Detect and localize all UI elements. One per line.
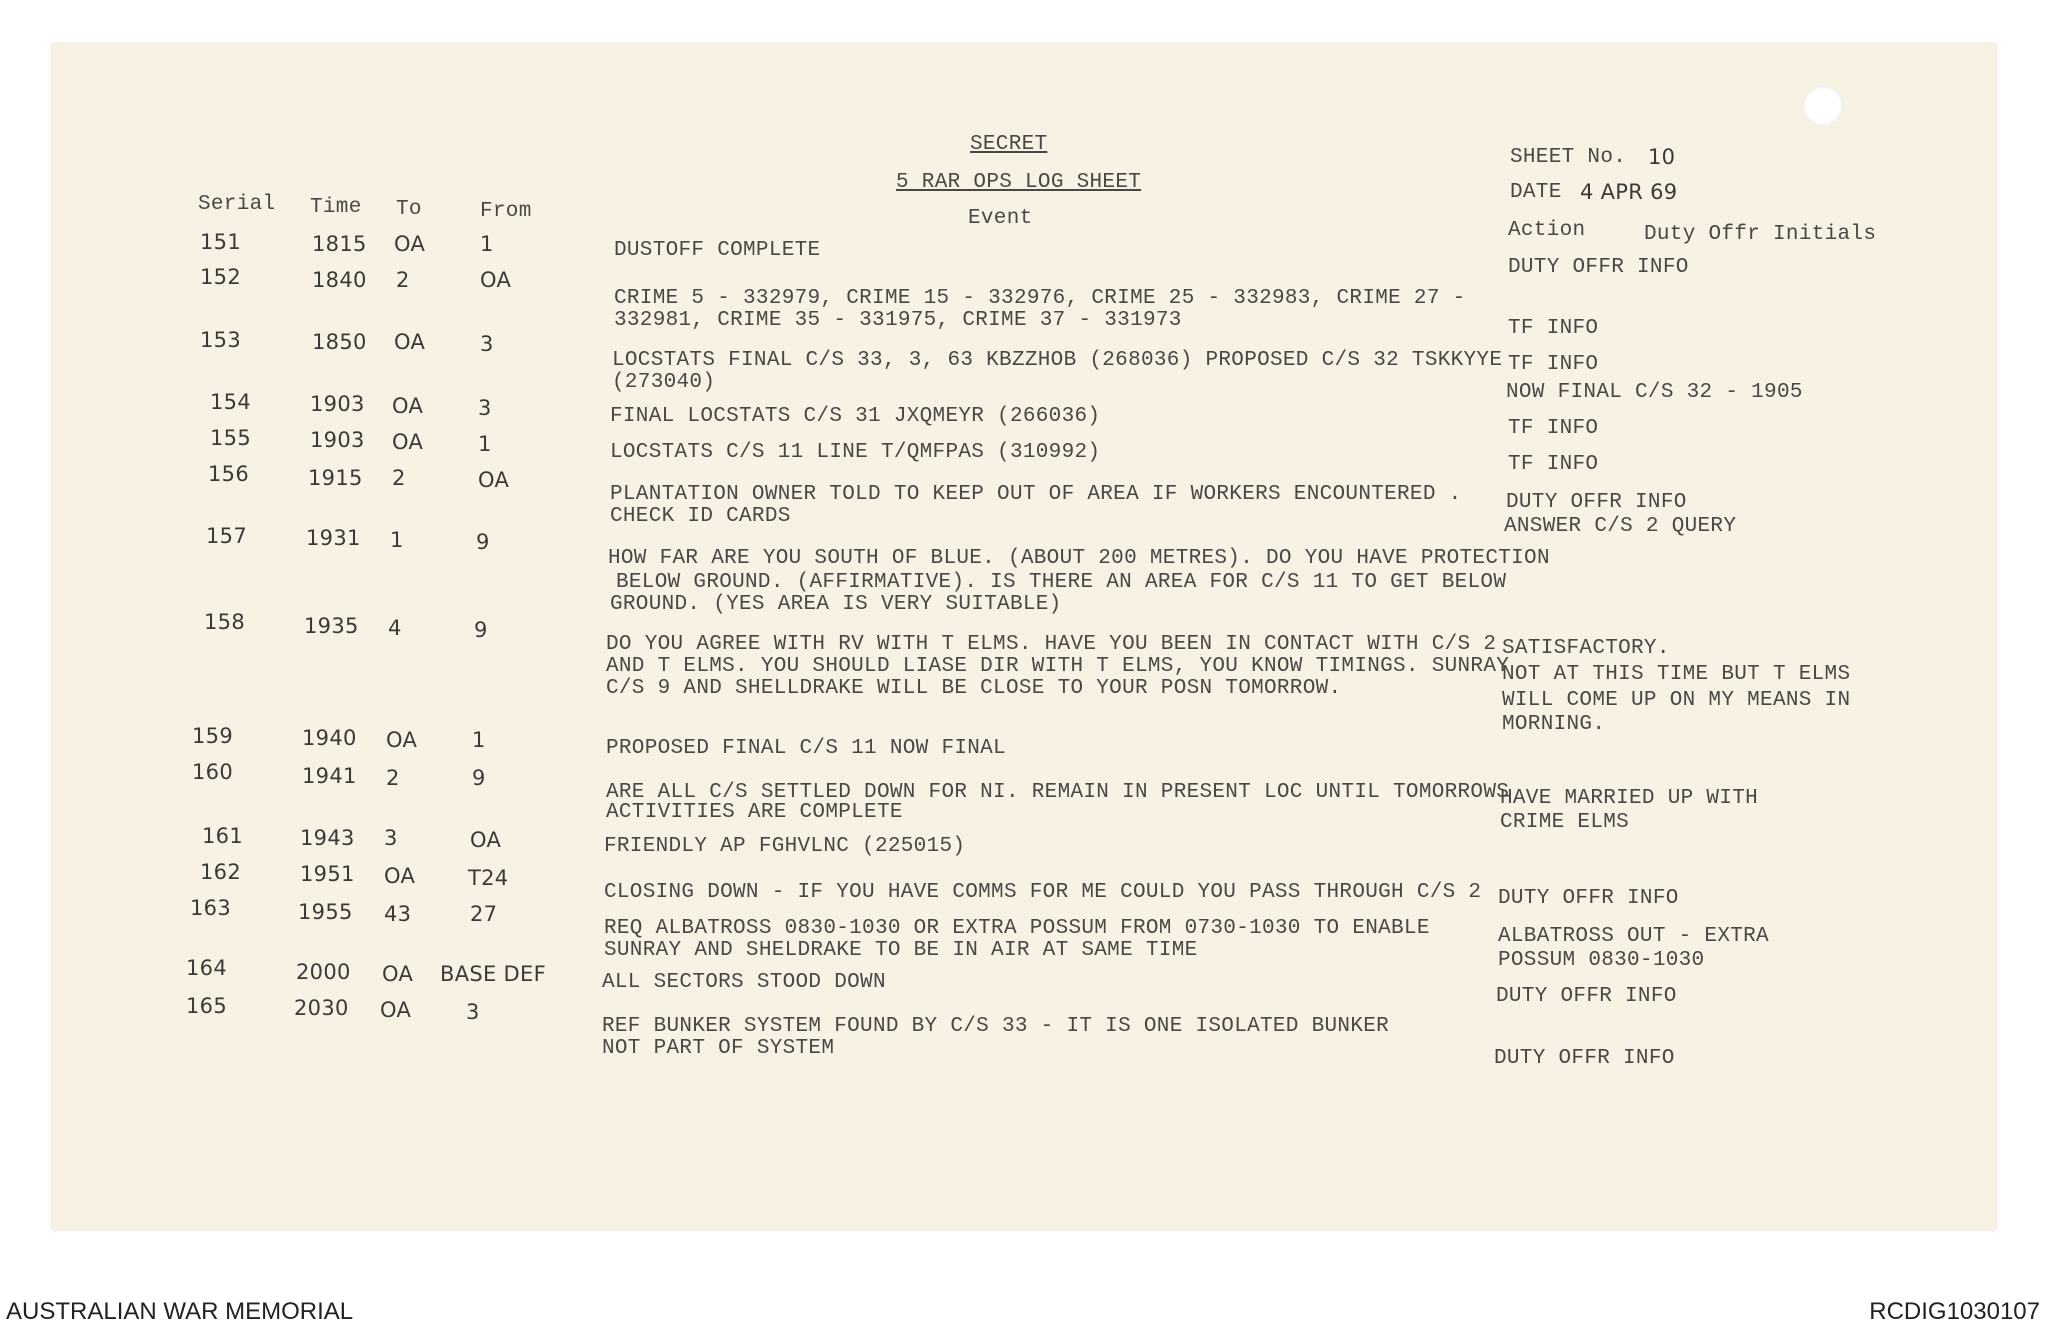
- row-159-time: 1940: [302, 726, 357, 750]
- duty-offr-initials-header: Duty Offr Initials: [1644, 223, 1877, 246]
- row-152-event-line-1: CRIME 5 - 332979, CRIME 15 - 332976, CRIME 25 - 332983, CRIME 27 -: [614, 287, 1466, 310]
- row-157-event-line-1: HOW FAR ARE YOU SOUTH OF BLUE. (ABOUT 200 METRES). DO YOU HAVE PROTECTION: [608, 547, 1550, 570]
- row-155-time: 1903: [310, 428, 365, 452]
- row-160-from: 9: [472, 766, 486, 790]
- row-155-action-line-1: TF INFO: [1508, 417, 1599, 440]
- row-161-to: 3: [384, 826, 398, 850]
- row-154-serial: 154: [210, 390, 251, 414]
- row-161-serial: 161: [202, 824, 243, 848]
- row-157-serial: 157: [206, 524, 247, 548]
- time-column-header: Time: [310, 196, 362, 219]
- row-165-time: 2030: [294, 996, 349, 1020]
- serial-column-header: Serial: [198, 193, 276, 216]
- row-161-time: 1943: [300, 826, 355, 850]
- row-157-action-line-2: ANSWER C/S 2 QUERY: [1504, 515, 1737, 538]
- row-151-event-line-1: DUSTOFF COMPLETE: [614, 239, 821, 262]
- row-165-from: 3: [466, 1000, 480, 1024]
- row-154-event-line-1: FINAL LOCSTATS C/S 31 JXQMEYR (266036): [610, 405, 1101, 428]
- row-164-from: BASE DEF: [440, 962, 546, 986]
- row-154-action-line-2: NOW FINAL C/S 32 - 1905: [1506, 381, 1803, 404]
- row-163-to: 43: [384, 902, 412, 926]
- row-151-from: 1: [480, 232, 494, 256]
- sheet-title: 5 RAR OPS LOG SHEET: [896, 171, 1142, 194]
- row-158-action-line-1: SATISFACTORY.: [1502, 637, 1670, 660]
- row-163-from: 27: [470, 902, 498, 926]
- date-value: 4 APR 69: [1580, 180, 1678, 204]
- date-label: DATE: [1510, 181, 1562, 204]
- row-162-from: T24: [468, 866, 509, 890]
- row-156-event-line-2: CHECK ID CARDS: [610, 505, 791, 528]
- row-156-action-line-1: TF INFO: [1508, 453, 1599, 476]
- row-153-time: 1850: [312, 330, 367, 354]
- row-156-time: 1915: [308, 466, 363, 490]
- row-165-event-line-2: NOT PART OF SYSTEM: [602, 1037, 835, 1060]
- row-158-action-line-2: NOT AT THIS TIME BUT T ELMS: [1502, 663, 1851, 686]
- sheet-number-label: SHEET No.: [1510, 146, 1627, 169]
- row-160-action-line-1: HAVE MARRIED UP WITH: [1500, 787, 1759, 810]
- row-156-from: OA: [478, 468, 510, 492]
- row-152-time: 1840: [312, 268, 367, 292]
- row-154-time: 1903: [310, 392, 365, 416]
- row-160-to: 2: [386, 766, 400, 790]
- row-161-event-line-1: FRIENDLY AP FGHVLNC (225015): [604, 835, 966, 858]
- row-160-serial: 160: [192, 760, 233, 784]
- row-157-event-line-2: BELOW GROUND. (AFFIRMATIVE). IS THERE AN AREA FOR C/S 11 TO GET BELOW: [616, 571, 1507, 594]
- row-158-event-line-3: C/S 9 AND SHELLDRAKE WILL BE CLOSE TO YOUR POSN TOMORROW.: [606, 677, 1342, 700]
- row-152-serial: 152: [200, 265, 241, 289]
- row-165-action-line-1: DUTY OFFR INFO: [1496, 985, 1677, 1008]
- row-163-action-line-1: DUTY OFFR INFO: [1498, 887, 1679, 910]
- row-163-event-line-1: REQ ALBATROSS 0830-1030 OR EXTRA POSSUM FROM 0730-1030 TO ENABLE: [604, 917, 1430, 940]
- event-column-header: Event: [968, 207, 1033, 230]
- row-158-action-line-3: WILL COME UP ON MY MEANS IN: [1502, 689, 1851, 712]
- row-153-action-line-1: TF INFO: [1508, 317, 1599, 340]
- row-157-time: 1931: [306, 526, 361, 550]
- row-155-serial: 155: [210, 426, 251, 450]
- classification-heading: SECRET: [970, 133, 1048, 156]
- row-162-time: 1951: [300, 862, 355, 886]
- row-157-to: 1: [390, 528, 404, 552]
- to-column-header: To: [396, 198, 422, 221]
- row-165-action-line-2: DUTY OFFR INFO: [1494, 1047, 1675, 1070]
- row-159-serial: 159: [192, 724, 233, 748]
- row-165-event-line-1: REF BUNKER SYSTEM FOUND BY C/S 33 - IT IS ONE ISOLATED BUNKER: [602, 1015, 1390, 1038]
- row-164-serial: 164: [186, 956, 227, 980]
- row-156-event-line-1: PLANTATION OWNER TOLD TO KEEP OUT OF AREA IF WORKERS ENCOUNTERED .: [610, 483, 1462, 506]
- row-153-event-line-1: LOCSTATS FINAL C/S 33, 3, 63 KBZZHOB (268036) PROPOSED C/S 32 TSKKYYE: [612, 349, 1503, 372]
- archive-reference-id: RCDIG1030107: [1869, 1298, 2040, 1325]
- row-165-to: OA: [380, 998, 412, 1022]
- row-162-to: OA: [384, 864, 416, 888]
- punch-hole: [1803, 86, 1843, 126]
- row-163-action-line-2: ALBATROSS OUT - EXTRA: [1498, 925, 1769, 948]
- row-165-serial: 165: [186, 994, 227, 1018]
- row-158-action-line-4: MORNING.: [1502, 713, 1606, 736]
- row-151-to: OA: [394, 232, 426, 256]
- row-158-to: 4: [388, 616, 402, 640]
- row-159-to: OA: [386, 728, 418, 752]
- row-159-event-line-1: PROPOSED FINAL C/S 11 NOW FINAL: [606, 737, 1006, 760]
- row-155-event-line-1: LOCSTATS C/S 11 LINE T/QMFPAS (310992): [610, 441, 1101, 464]
- row-152-event-line-2: 332981, CRIME 35 - 331975, CRIME 37 - 331973: [614, 309, 1182, 332]
- row-163-time: 1955: [298, 900, 353, 924]
- row-164-time: 2000: [296, 960, 351, 984]
- row-152-action-line-1: DUTY OFFR INFO: [1508, 256, 1689, 279]
- row-156-serial: 156: [208, 462, 249, 486]
- row-153-from: 3: [480, 332, 494, 356]
- from-column-header: From: [480, 200, 532, 223]
- row-151-serial: 151: [200, 230, 241, 254]
- row-152-to: 2: [396, 268, 410, 292]
- row-160-time: 1941: [302, 764, 357, 788]
- row-155-from: 1: [478, 432, 492, 456]
- row-153-to: OA: [394, 330, 426, 354]
- row-154-to: OA: [392, 394, 424, 418]
- row-151-time: 1815: [312, 232, 367, 256]
- row-160-event-line-1: ARE ALL C/S SETTLED DOWN FOR NI. REMAIN IN PRESENT LOC UNTIL TOMORROWS: [606, 781, 1510, 804]
- row-162-serial: 162: [200, 860, 241, 884]
- row-158-event-line-1: DO YOU AGREE WITH RV WITH T ELMS. HAVE YOU BEEN IN CONTACT WITH C/S 2: [606, 633, 1497, 656]
- row-152-from: OA: [480, 268, 512, 292]
- row-153-event-line-2: (273040): [612, 371, 716, 394]
- row-164-event-line-1: ALL SECTORS STOOD DOWN: [602, 971, 886, 994]
- row-164-to: OA: [382, 962, 414, 986]
- archive-credit: AUSTRALIAN WAR MEMORIAL: [6, 1298, 354, 1325]
- row-157-event-line-3: GROUND. (YES AREA IS VERY SUITABLE): [610, 593, 1062, 616]
- row-153-serial: 153: [200, 328, 241, 352]
- row-158-event-line-2: AND T ELMS. YOU SHOULD LIASE DIR WITH T ELMS, YOU KNOW TIMINGS. SUNRAY: [606, 655, 1510, 678]
- row-163-event-line-2: SUNRAY AND SHELDRAKE TO BE IN AIR AT SAME TIME: [604, 939, 1198, 962]
- row-158-from: 9: [474, 618, 488, 642]
- row-154-from: 3: [478, 396, 492, 420]
- row-160-action-line-2: CRIME ELMS: [1500, 811, 1630, 834]
- row-158-serial: 158: [204, 610, 245, 634]
- row-156-to: 2: [392, 466, 406, 490]
- action-column-header: Action: [1508, 219, 1586, 242]
- row-163-serial: 163: [190, 896, 231, 920]
- row-158-time: 1935: [304, 614, 359, 638]
- row-160-event-line-2: ACTIVITIES ARE COMPLETE: [606, 801, 903, 824]
- row-157-from: 9: [476, 530, 490, 554]
- row-162-event-line-1: CLOSING DOWN - IF YOU HAVE COMMS FOR ME COULD YOU PASS THROUGH C/S 2: [604, 881, 1482, 904]
- row-154-action-line-1: TF INFO: [1508, 353, 1599, 376]
- row-157-action-line-1: DUTY OFFR INFO: [1506, 491, 1687, 514]
- sheet-number-value: 10: [1648, 145, 1676, 169]
- row-159-from: 1: [472, 728, 486, 752]
- row-163-action-line-3: POSSUM 0830-1030: [1498, 949, 1705, 972]
- row-155-to: OA: [392, 430, 424, 454]
- row-161-from: OA: [470, 828, 502, 852]
